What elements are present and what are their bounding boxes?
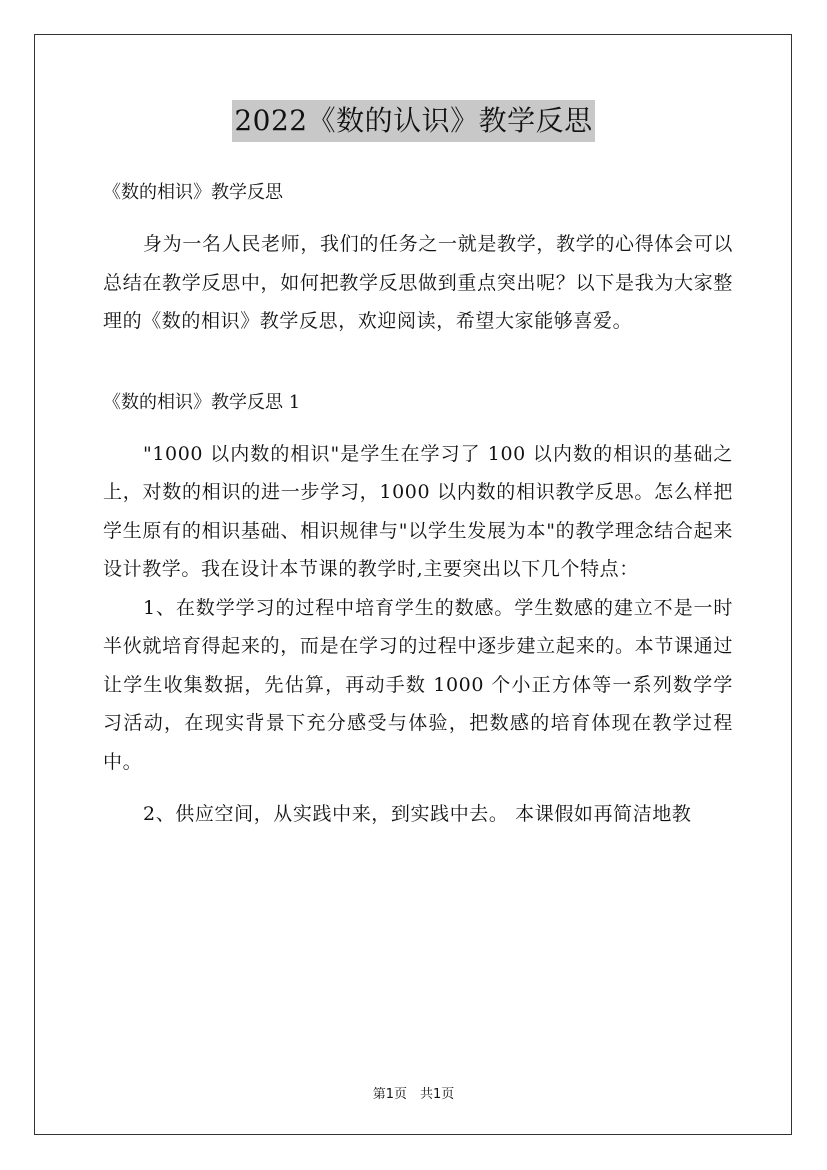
document-body <box>103 175 733 834</box>
document-title: 2022《数的认识》教学反思 <box>232 100 594 142</box>
spacer <box>103 781 733 795</box>
body-paragraph-3: 2、供应空间，从实践中来，到实践中去。 本课假如再简洁地教 <box>143 803 692 825</box>
section-heading: 《数的相识》教学反思 <box>103 182 283 203</box>
spacer <box>103 211 733 225</box>
intro-paragraph: 身为一名人民老师，我们的任务之一就是教学，教学的心得体会可以总结在教学反思中，如何把教学反思做到重点突出呢？以下是我为大家整理的《数的相识》教学反思，欢迎阅读，希望大家能够喜爱。 <box>103 233 733 332</box>
body-paragraph-1: "1000 以内数的相识"是学生在学习了 100 以内数的相识的基础之上，对数的相识的进一步学习，1000 以内数的相识教学反思。怎么样把学生原有的相识基础、相识规律与"以学生发展为本"的教学理念结合起来设计教学。我在设计本节课的教学时,主要突出以下几个特点： <box>103 442 733 580</box>
spacer <box>103 421 733 435</box>
spacer <box>103 371 733 385</box>
page-footer: 第1页 共1页 <box>372 1087 455 1102</box>
body-paragraph-2: 1、在数学学习的过程中培育学生的数感。学生数感的建立不是一时半伙就培育得起来的，而是在学习的过程中逐步建立起来的。本节课通过让学生收集数据，先估算，再动手数 1000 个小正方体等一系列数学学习活动，在现实背景下充分感受与体验，把数感的培育体现在教学过程中。 <box>103 596 733 773</box>
spacer <box>103 341 733 371</box>
section-heading-1: 《数的相识》教学反思 1 <box>103 391 301 413</box>
title-container <box>0 100 827 142</box>
